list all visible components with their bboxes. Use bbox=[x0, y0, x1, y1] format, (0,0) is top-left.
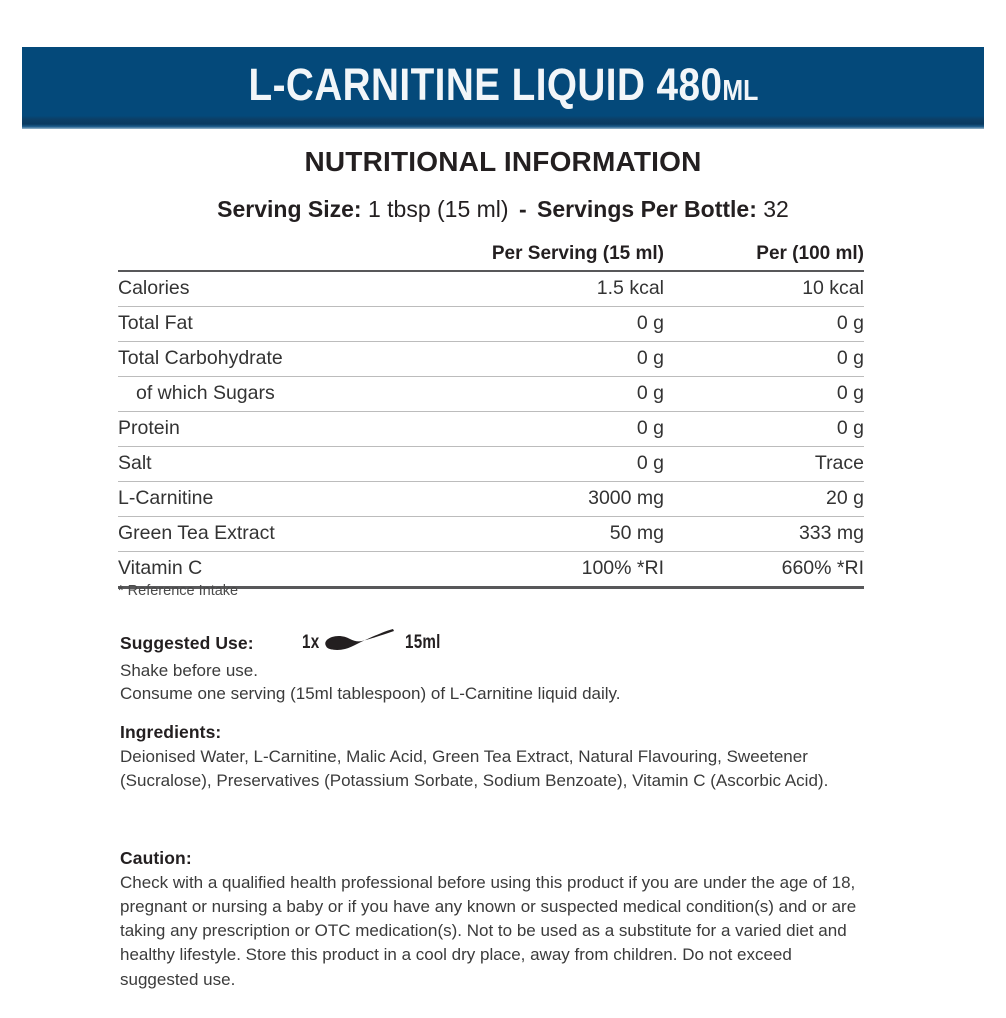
dose-quantity: 1x bbox=[301, 632, 320, 653]
nutrient-per-serving: 0 g bbox=[448, 412, 664, 447]
nutrient-per-hundred: 0 g bbox=[664, 377, 864, 412]
nutrient-per-serving: 50 mg bbox=[448, 517, 664, 552]
nutrient-name: Calories bbox=[118, 271, 448, 307]
nutrient-name: Salt bbox=[118, 447, 448, 482]
suggested-use-line: Consume one serving (15ml tablespoon) of L-Carnitine liquid daily. bbox=[120, 684, 621, 704]
table-row bbox=[118, 412, 864, 447]
nutrient-per-serving: 0 g bbox=[448, 307, 664, 342]
column-header-per-hundred: Per (100 ml) bbox=[756, 243, 864, 264]
caution-body: Check with a qualified health professional before using this product if you are under the age of 18, pregnant or nursing a baby or if you have any known or suspected medical condition(s) and or are taking any prescription or OTC medication(s). Not to be used as a substitute for a varied diet and healthy lifestyle. Store this product in a cool dry place, away from children. Do not exceed suggested use. bbox=[120, 873, 857, 989]
nutrient-per-serving: 0 g bbox=[448, 447, 664, 482]
ingredients-title: Ingredients: bbox=[120, 722, 222, 742]
nutrient-per-serving: 100% *RI bbox=[448, 552, 664, 588]
table-head bbox=[118, 243, 864, 271]
caution-title: Caution: bbox=[120, 848, 192, 868]
nutrient-per-serving: 3000 mg bbox=[448, 482, 664, 517]
dose-group bbox=[302, 628, 450, 659]
nutrient-per-hundred: 0 g bbox=[664, 342, 864, 377]
table-row bbox=[118, 271, 864, 307]
suggested-use-line: Shake before use. bbox=[120, 661, 258, 680]
serving-size-value: 1 tbsp (15 ml) bbox=[367, 196, 509, 222]
table-row bbox=[118, 307, 864, 342]
servings-per-bottle-value: 32 bbox=[763, 196, 789, 222]
nutrient-name: Total Carbohydrate bbox=[118, 342, 448, 377]
ingredients-section bbox=[120, 722, 872, 793]
product-title-unit: ML bbox=[721, 75, 758, 107]
nutrient-per-hundred: 20 g bbox=[664, 482, 864, 517]
serving-size-label: Serving Size: bbox=[217, 196, 362, 222]
nutrient-per-hundred: 0 g bbox=[664, 412, 864, 447]
nutrition-facts-table bbox=[118, 243, 864, 589]
table-row bbox=[118, 377, 864, 412]
product-title-banner bbox=[22, 47, 984, 129]
ingredients-body: Deionised Water, L-Carnitine, Malic Acid, Green Tea Extract, Natural Flavouring, Sweetener (Sucralose), Preservatives (Potassium Sorbate, Sodium Benzoate), Vitamin C (Ascorbic Acid). bbox=[120, 747, 829, 791]
nutritional-information-heading: NUTRITIONAL INFORMATION bbox=[304, 146, 702, 177]
suggested-use-section bbox=[120, 630, 920, 706]
table-header-row bbox=[118, 243, 864, 271]
nutrient-per-hundred: Trace bbox=[664, 447, 864, 482]
nutrient-per-hundred: 0 g bbox=[664, 307, 864, 342]
nutrient-name: Vitamin C bbox=[118, 552, 448, 588]
nutrient-per-serving: 0 g bbox=[448, 342, 664, 377]
serving-summary bbox=[0, 196, 1006, 223]
nutrient-per-hundred: 10 kcal bbox=[664, 271, 864, 307]
table-row bbox=[118, 447, 864, 482]
column-header-per-serving: Per Serving (15 ml) bbox=[491, 243, 664, 264]
product-title-text: L-CARNITINE LIQUID 480 bbox=[248, 59, 722, 110]
suggested-use-label: Suggested Use: bbox=[120, 632, 254, 653]
nutrient-per-hundred: 660% *RI bbox=[664, 552, 864, 588]
reference-intake-footnote: * Reference Intake bbox=[118, 583, 239, 599]
nutrient-per-hundred: 333 mg bbox=[664, 517, 864, 552]
nutrient-name: Green Tea Extract bbox=[118, 517, 448, 552]
nutrient-name: Protein bbox=[118, 412, 448, 447]
table-row bbox=[118, 342, 864, 377]
table-row bbox=[118, 517, 864, 552]
servings-per-bottle-label: Servings Per Bottle: bbox=[537, 196, 757, 222]
suggested-use-dose-row bbox=[120, 630, 920, 656]
serving-separator: - bbox=[518, 196, 527, 222]
nutrient-name: Total Fat bbox=[118, 307, 448, 342]
product-title bbox=[248, 59, 758, 110]
caution-section bbox=[120, 848, 872, 992]
suggested-use-lines bbox=[120, 659, 920, 706]
column-header-nutrient bbox=[118, 243, 448, 271]
dose-volume: 15ml bbox=[405, 632, 442, 653]
nutrient-name: L-Carnitine bbox=[118, 482, 448, 517]
nutrient-per-serving: 1.5 kcal bbox=[448, 271, 664, 307]
tablespoon-icon bbox=[323, 628, 395, 659]
nutrient-per-serving: 0 g bbox=[448, 377, 664, 412]
nutrient-name: of which Sugars bbox=[118, 377, 448, 412]
table-row bbox=[118, 482, 864, 517]
table-body bbox=[118, 271, 864, 588]
